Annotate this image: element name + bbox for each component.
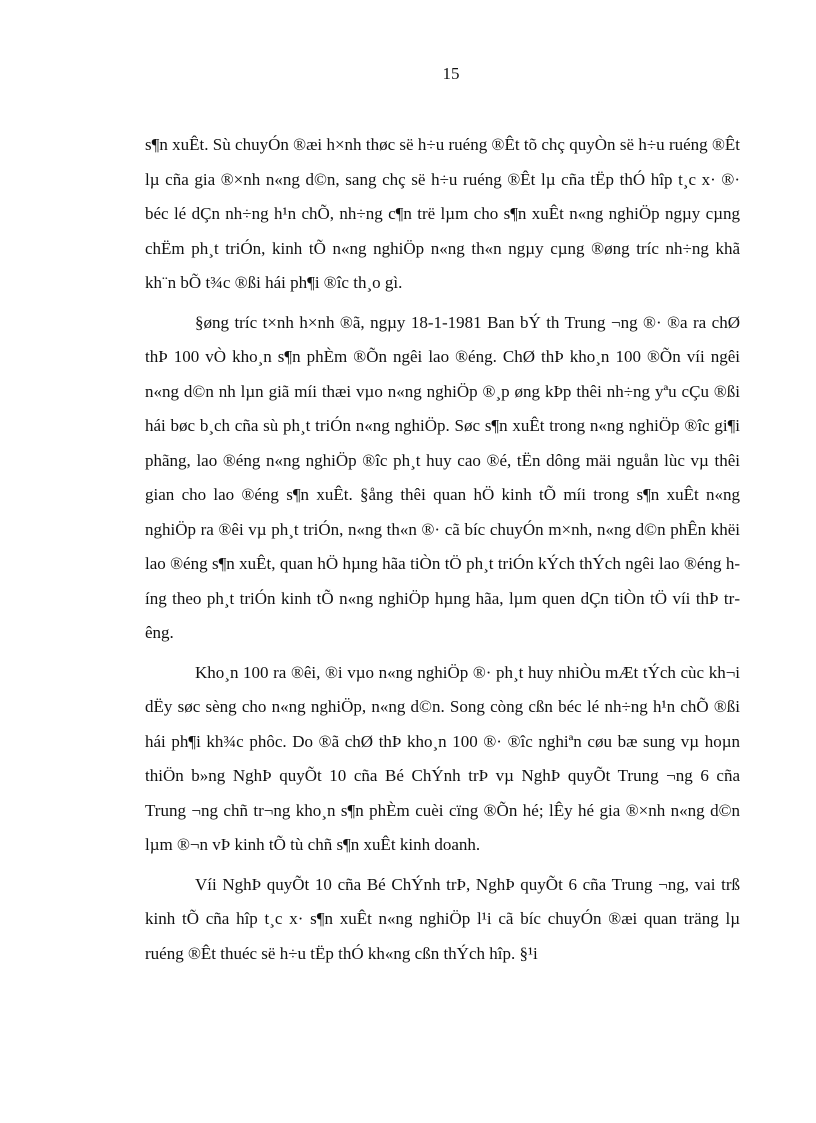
page-number: 15 <box>442 64 460 83</box>
paragraph-1: s¶n xuÊt. Sù chuyÓn ®æi h×nh thøc së h÷u ruéng ®Êt tõ chç quyÒn së h÷u ruéng ®Êt lµ cña gia ®×nh n«ng d©n, sang chç së h÷u ruéng ®Êt lµ cña tËp thÓ hîp t¸c x· ®· béc lé dÇn nh÷ng h¹n chÕ, nh÷ng c¶n trë lµm cho s¶n xuÊt n«ng nghiÖp ngµy cµng chËm ph¸t triÓn, kinh tÕ n«ng nghiÖp n«ng th«n ngµy cµng ®øng tríc nh÷ng khã kh¨n bÕ t¾c ®ßi hái ph¶i ®îc th¸o gì. <box>145 135 740 292</box>
paragraph-2: §øng tríc t×nh h×nh ®ã, ngµy 18-1-1981 Ban bÝ th Trung ¬ng ®· ®a ra chØ thÞ 100 vÒ kho¸n s¶n phÈm ®Õn ngêi lao ®éng. ChØ thÞ kho¸n 100 ®Õn víi ngêi n«ng d©n nh lµn giã míi thæi vµo n«ng nghiÖp ®¸p øng kÞp thêi nh÷ng yªu cÇu ®ßi hái bøc b¸ch cña sù ph¸t triÓn n«ng nghiÖp. Søc s¶n xuÊt trong n«ng nghiÖp ®îc gi¶i phãng, lao ®éng n«ng nghiÖp ®îc ph¸t huy cao ®é, tËn dông mäi nguån lùc vµ thêi gian cho lao ®éng s¶n xuÊt. §ång thêi quan hÖ kinh tÕ míi trong s¶n xuÊt n«ng nghiÖp ra ®êi vµ ph¸t triÓn, n«ng th«n ®· cã bíc chuyÓn m×nh, n«ng d©n phÊn khëi lao ®éng s¶n xuÊt, quan hÖ hµng hãa tiÒn tÖ ph¸t triÓn kÝch thÝch ngêi lao ®éng híng theo ph¸t triÓn kinh tÕ n«ng nghiÖp hµng hãa, lµm quen dÇn tiÒn tÖ víi thÞ trêng. <box>145 312 740 642</box>
body-text <box>145 128 740 976</box>
paragraph-3: Kho¸n 100 ra ®êi, ®i vµo n«ng nghiÖp ®· ph¸t huy nhiÒu mÆt tÝch cùc kh¬i dËy søc sèng cho n«ng nghiÖp, n«ng d©n. Song còng cßn béc lé nh÷ng h¹n chÕ ®ßi hái ph¶i kh¾c phôc. Do ®ã chØ thÞ kho¸n 100 ®· ®îc nghiªn cøu bæ sung vµ hoµn thiÖn b»ng NghÞ quyÕt 10 cña Bé ChÝnh trÞ vµ NghÞ quyÕt Trung ¬ng 6 cña Trung ¬ng chñ tr¬ng kho¸n s¶n phÈm cuèi cïng ®Õn hé; lÊy hé gia ®×nh n«ng d©n lµm ®¬n vÞ kinh tÕ tù chñ s¶n xuÊt kinh doanh. <box>145 662 740 854</box>
paragraph-4: Víi NghÞ quyÕt 10 cña Bé ChÝnh trÞ, NghÞ quyÕt 6 cña Trung ¬ng, vai trß kinh tÕ cña hîp t¸c x· s¶n xuÊt n«ng nghiÖp l¹i cã bíc chuyÓn ®æi quan träng lµ ruéng ®Êt thuéc së h÷u tËp thÓ kh«ng cßn thÝch hîp. §¹i <box>145 874 740 963</box>
